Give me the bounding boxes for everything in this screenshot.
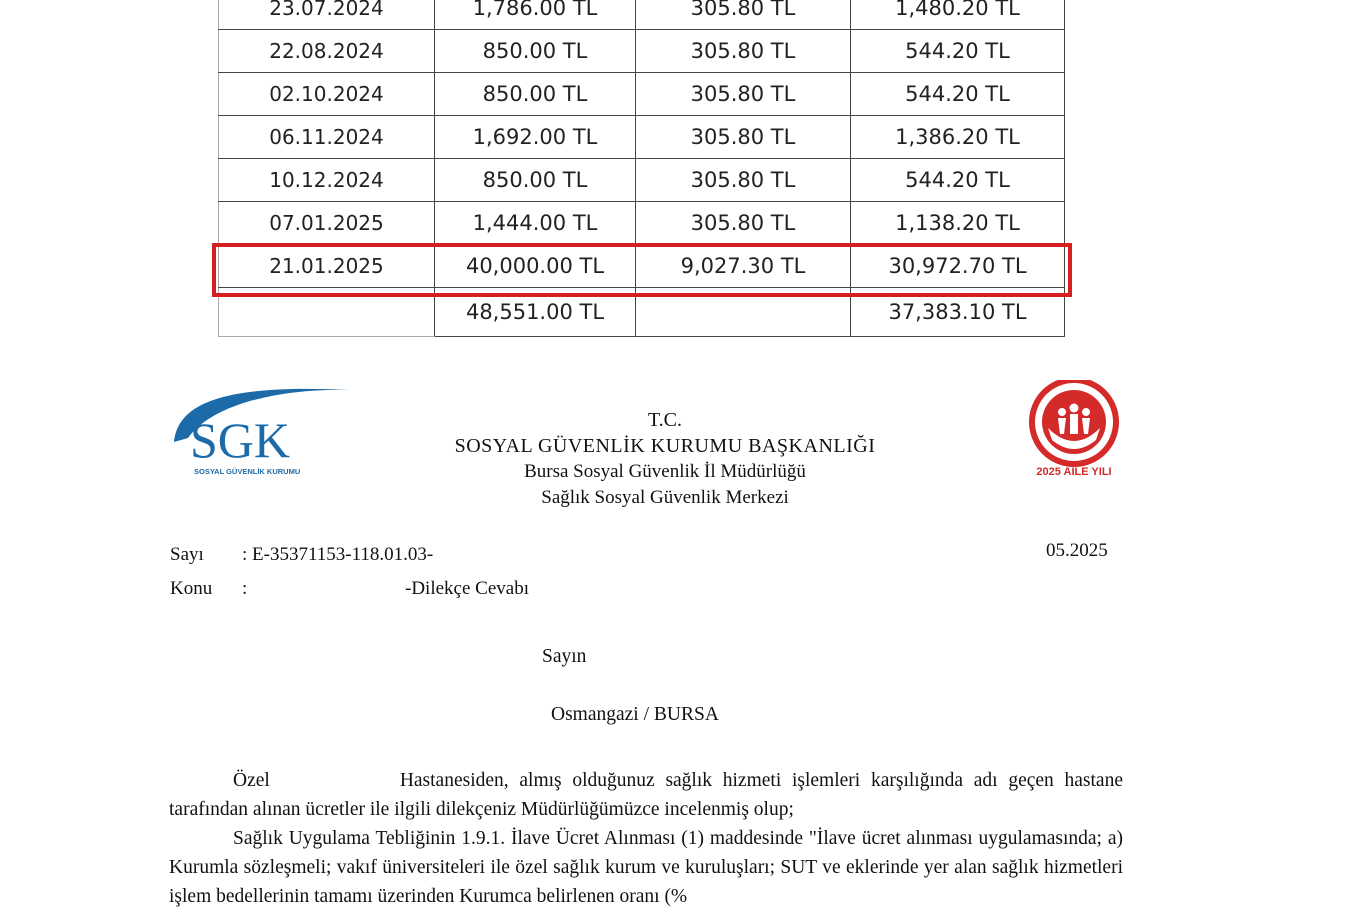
letterhead-organization: SOSYAL GÜVENLİK KURUMU BAŞKANLIĞI (454, 435, 876, 457)
empty-cell (219, 288, 435, 337)
sgk-logo-graphic (166, 380, 356, 480)
letterhead-directorate: Bursa Sosyal Güvenlik İl Müdürlüğü (524, 461, 806, 482)
table-cell-date: 21.01.2025 (219, 245, 435, 288)
empty-cell (636, 288, 851, 337)
paragraph-1-text: Hastanesiden, almış olduğunuz sağlık hizmeti işlemleri karşılığında adı geçen hastane tarafından alınan ücretler ile ilgili dilekçeniz Müdürlüğümüzce incelenmiş olup; (169, 770, 1123, 820)
table-cell-payment: 30,972.70 TL (851, 245, 1065, 288)
table-cell-payment: 544.20 TL (851, 73, 1065, 116)
table-cell-amount: 1,444.00 TL (435, 202, 636, 245)
salutation: Sayın (542, 646, 587, 667)
table-row (219, 73, 1065, 116)
konu-separator: : (242, 578, 248, 599)
table-cell-sgk: 305.80 TL (636, 30, 851, 73)
table-cell-sgk: 305.80 TL (636, 202, 851, 245)
table-cell-amount: 40,000.00 TL (435, 245, 636, 288)
table-cell-payment: 1,480.20 TL (851, 0, 1065, 30)
table-row (219, 159, 1065, 202)
sgk-logo-subtext: SOSYAL GÜVENLİK KURUMU (194, 467, 301, 476)
table-cell-sgk: 305.80 TL (636, 159, 851, 202)
sayi-value: : E-35371153-118.01.03- (242, 544, 434, 565)
letterhead-center: Sağlık Sosyal Güvenlik Merkezi (541, 487, 789, 508)
table-cell-sgk: 305.80 TL (636, 116, 851, 159)
table-cell-payment: 1,138.20 TL (851, 202, 1065, 245)
letter-body (169, 766, 1123, 911)
total-cell: 48,551.00 TL (435, 288, 636, 337)
table-row (219, 116, 1065, 159)
table-cell-payment: 544.20 TL (851, 159, 1065, 202)
table-cell-date: 23.07.2024 (219, 0, 435, 30)
paragraph-1 (169, 766, 1123, 824)
letterhead (380, 407, 950, 511)
table-cell-date: 22.08.2024 (219, 30, 435, 73)
konu-value: -Dilekçe Cevabı (405, 578, 529, 599)
table-row (219, 30, 1065, 73)
table-total-row (219, 288, 1065, 337)
sgk-logo-text: SGK (190, 412, 291, 468)
table-cell-amount: 850.00 TL (435, 73, 636, 116)
table-cell-payment: 544.20 TL (851, 30, 1065, 73)
aile-yili-logo (1024, 380, 1124, 480)
konu-label: Konu (170, 578, 213, 599)
sgk-logo (166, 380, 356, 480)
payment-table-body (219, 0, 1065, 337)
table-cell-amount: 1,692.00 TL (435, 116, 636, 159)
table-cell-sgk: 305.80 TL (636, 73, 851, 116)
table-cell-payment: 1,386.20 TL (851, 116, 1065, 159)
paragraph-1-start: Özel (233, 770, 270, 791)
aile-yili-logo-graphic (1024, 380, 1124, 480)
payment-table (218, 0, 1065, 337)
total-cell: 37,383.10 TL (851, 288, 1065, 337)
table-cell-date: 06.11.2024 (219, 116, 435, 159)
table-cell-amount: 850.00 TL (435, 30, 636, 73)
sayi-label: Sayı (170, 544, 204, 565)
table-cell-amount: 1,786.00 TL (435, 0, 636, 30)
table-row (219, 245, 1065, 288)
table-cell-sgk: 305.80 TL (636, 0, 851, 30)
table-cell-sgk: 9,027.30 TL (636, 245, 851, 288)
paragraph-2 (169, 824, 1123, 911)
payment-table-container (218, 0, 1065, 337)
aile-yili-text: 2025 AİLE YILI (1036, 466, 1112, 478)
table-cell-date: 07.01.2025 (219, 202, 435, 245)
table-cell-date: 10.12.2024 (219, 159, 435, 202)
document-date: 05.2025 (1046, 540, 1108, 561)
table-cell-amount: 850.00 TL (435, 159, 636, 202)
table-row (219, 0, 1065, 30)
table-row (219, 202, 1065, 245)
recipient-address: Osmangazi / BURSA (551, 704, 719, 725)
letterhead-tc: T.C. (647, 409, 683, 431)
paragraph-2-text: Sağlık Uygulama Tebliğinin 1.9.1. İlave Ücret Alınması (1) maddesinde "İlave ücret alınması uygulamasında; a) Kurumla sözleşmeli; vakıf üniversiteleri ile özel sağlık kurum ve kuruluşları; SUT ve eklerinde yer alan sağlık hizmetleri işlem bedellerinin tamamı üzerinden Kurumca belirlenen oranı (% (169, 828, 1123, 907)
table-cell-date: 02.10.2024 (219, 73, 435, 116)
